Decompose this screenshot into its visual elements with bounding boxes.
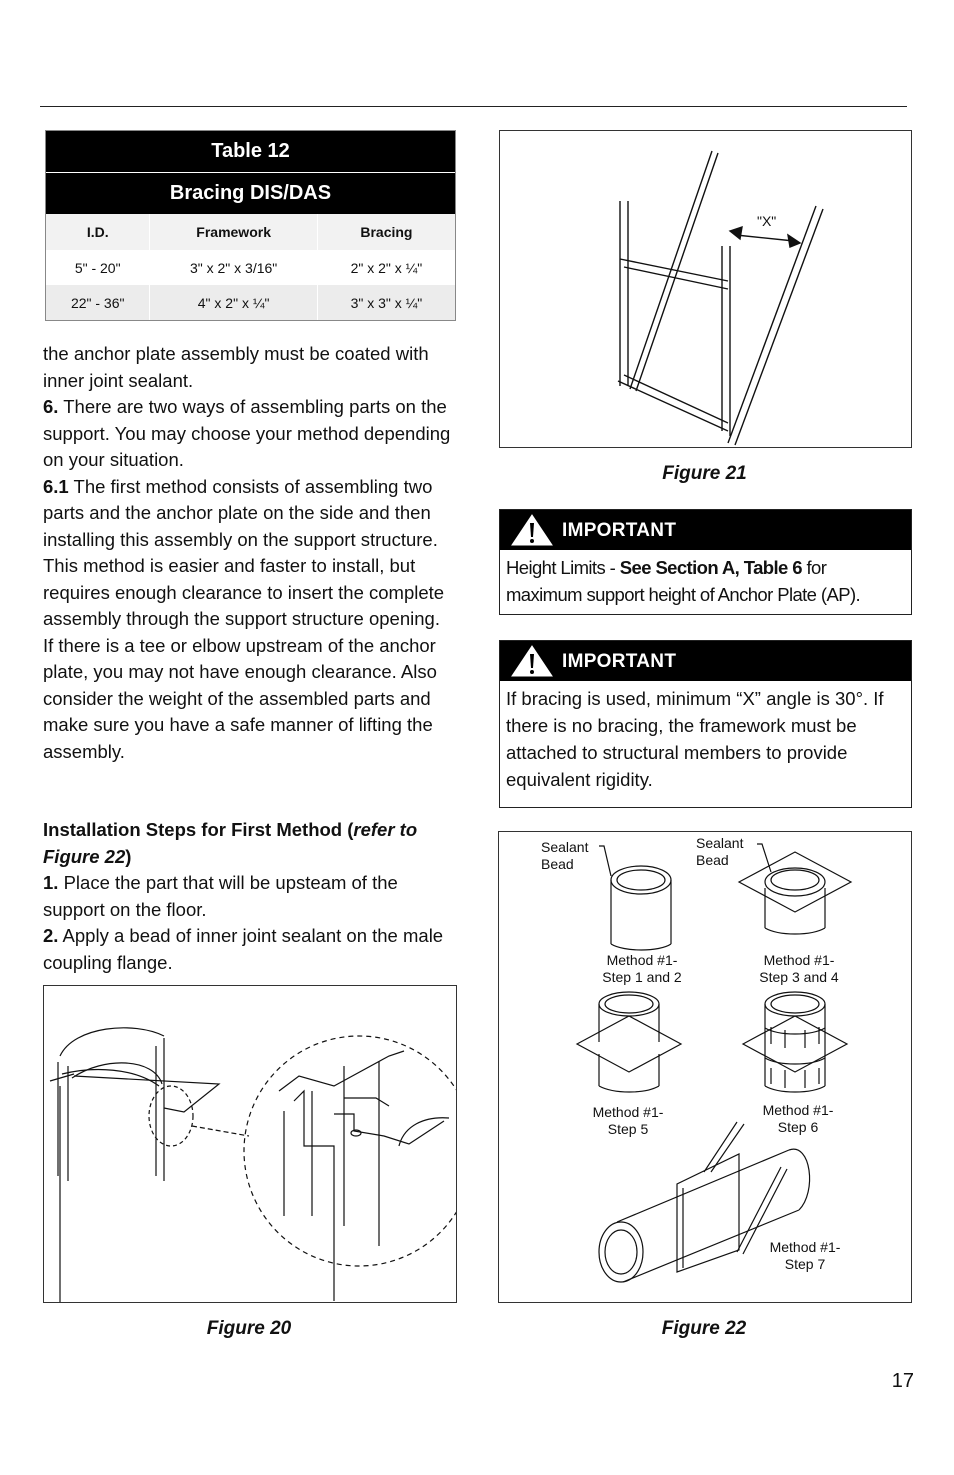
step-label: Method #1- (592, 1104, 664, 1120)
important-text: for maximum support height of Anchor Plate (AP). (506, 557, 861, 605)
table-cell: 5" - 20" (46, 250, 150, 285)
figure-21-drawing (500, 131, 911, 447)
figure-22 (498, 831, 912, 1303)
page-number: 17 (891, 1370, 914, 1392)
important-body: If bracing is used, minimum “X” angle is 30°. If there is no bracing, the framework must be attached to structural members to provide equivalent rigidity. (506, 688, 884, 790)
header-bracing: Bracing (317, 214, 455, 250)
body-text (43, 341, 458, 765)
paragraph-text: There are two ways of assembling parts on the support. You may choose your method depending on your situation. (43, 396, 451, 470)
steps-heading-ref: refer to Figure 22 (43, 819, 418, 867)
sealant-bead-label: Sealant (696, 835, 744, 851)
step-label: Method #1- (606, 952, 678, 968)
important-box-2 (499, 640, 912, 808)
paragraph (43, 633, 458, 766)
figure-20-drawing (44, 986, 456, 1302)
step-label: Step 5 (607, 1121, 649, 1137)
table-row (46, 250, 455, 285)
paragraph-text: The first method consists of assembling two parts and the anchor plate on the side and then installing this assembly on the support structure. This method is easier and faster to install, but requires enough clearance to insert the complete assembly through the support structure opening. (43, 475, 445, 629)
important-text: Height Limits - (506, 557, 620, 578)
sealant-bead-label: Sealant (541, 839, 589, 855)
sealant-bead-label: Bead (541, 856, 574, 872)
paragraph-text: the anchor plate assembly must be coated with inner joint sealant. (43, 343, 429, 391)
header-framework: Framework (150, 214, 317, 250)
paragraph (43, 341, 458, 394)
table-grid (46, 214, 455, 320)
important-title: IMPORTANT (562, 520, 677, 541)
important-header (500, 641, 911, 681)
table-subtitle: Bracing DIS/DAS (46, 172, 455, 214)
paragraph (43, 474, 458, 633)
table-cell: 3" x 2" x 3/16" (150, 250, 317, 285)
important-body (500, 550, 911, 614)
step-label: Step 6 (777, 1119, 819, 1135)
warning-triangle-icon (510, 513, 554, 547)
table-header-row (46, 214, 455, 250)
table-cell: 22" - 36" (46, 285, 150, 320)
step-label: Step 7 (784, 1256, 826, 1272)
step (43, 923, 458, 976)
important-header (500, 510, 911, 550)
important-box-1 (499, 509, 912, 615)
steps-heading (43, 817, 458, 870)
figure-22-caption: Figure 22 (661, 1318, 747, 1339)
table-row (46, 285, 455, 320)
step-text: Place the part that will be upsteam of the support on the floor. (43, 872, 398, 920)
x-angle-label: "X" (757, 213, 777, 229)
figure-22-drawing (499, 832, 911, 1302)
warning-triangle-icon (510, 644, 554, 678)
table-cell: 2" x 2" x ¼" (317, 250, 455, 285)
step-number: 1. (43, 872, 59, 893)
step-label: Method #1- (762, 1102, 834, 1118)
step-number: 6.1 (43, 475, 69, 497)
step-label: Method #1- (769, 1239, 841, 1255)
section-reference: See Section A, Table 6 (619, 557, 802, 578)
step-label: Step 3 and 4 (759, 969, 839, 985)
paragraph (43, 394, 458, 474)
sealant-bead-label: Bead (696, 852, 729, 868)
steps-text (43, 817, 458, 976)
header-id: I.D. (46, 214, 150, 250)
bracing-table (45, 130, 456, 321)
step-number: 2. (43, 925, 59, 946)
table-cell: 3" x 3" x ¼" (317, 285, 455, 320)
step-label: Method #1- (763, 952, 835, 968)
figure-20 (43, 985, 457, 1303)
steps-heading-end: ) (125, 845, 132, 867)
figure-21-caption: Figure 21 (662, 463, 747, 484)
figure-21 (499, 130, 912, 448)
header-rule (40, 106, 907, 107)
important-title: IMPORTANT (562, 651, 677, 672)
step-label: Step 1 and 2 (602, 969, 682, 985)
steps-heading-text: Installation Steps for First Method ( (43, 819, 354, 840)
step (43, 870, 458, 923)
paragraph-text: If there is a tee or elbow upstream of the anchor plate, you may not have enough clearance. Also consider the weight of the assembled parts and make sure you have a safe manner of lifting the assembly. (43, 634, 437, 762)
step-number: 6. (43, 396, 59, 417)
figure-20-caption: Figure 20 (206, 1318, 292, 1339)
table-cell: 4" x 2" x ¼" (150, 285, 317, 320)
step-text: Apply a bead of inner joint sealant on the male coupling flange. (43, 925, 444, 973)
table-title: Table 12 (46, 131, 455, 172)
